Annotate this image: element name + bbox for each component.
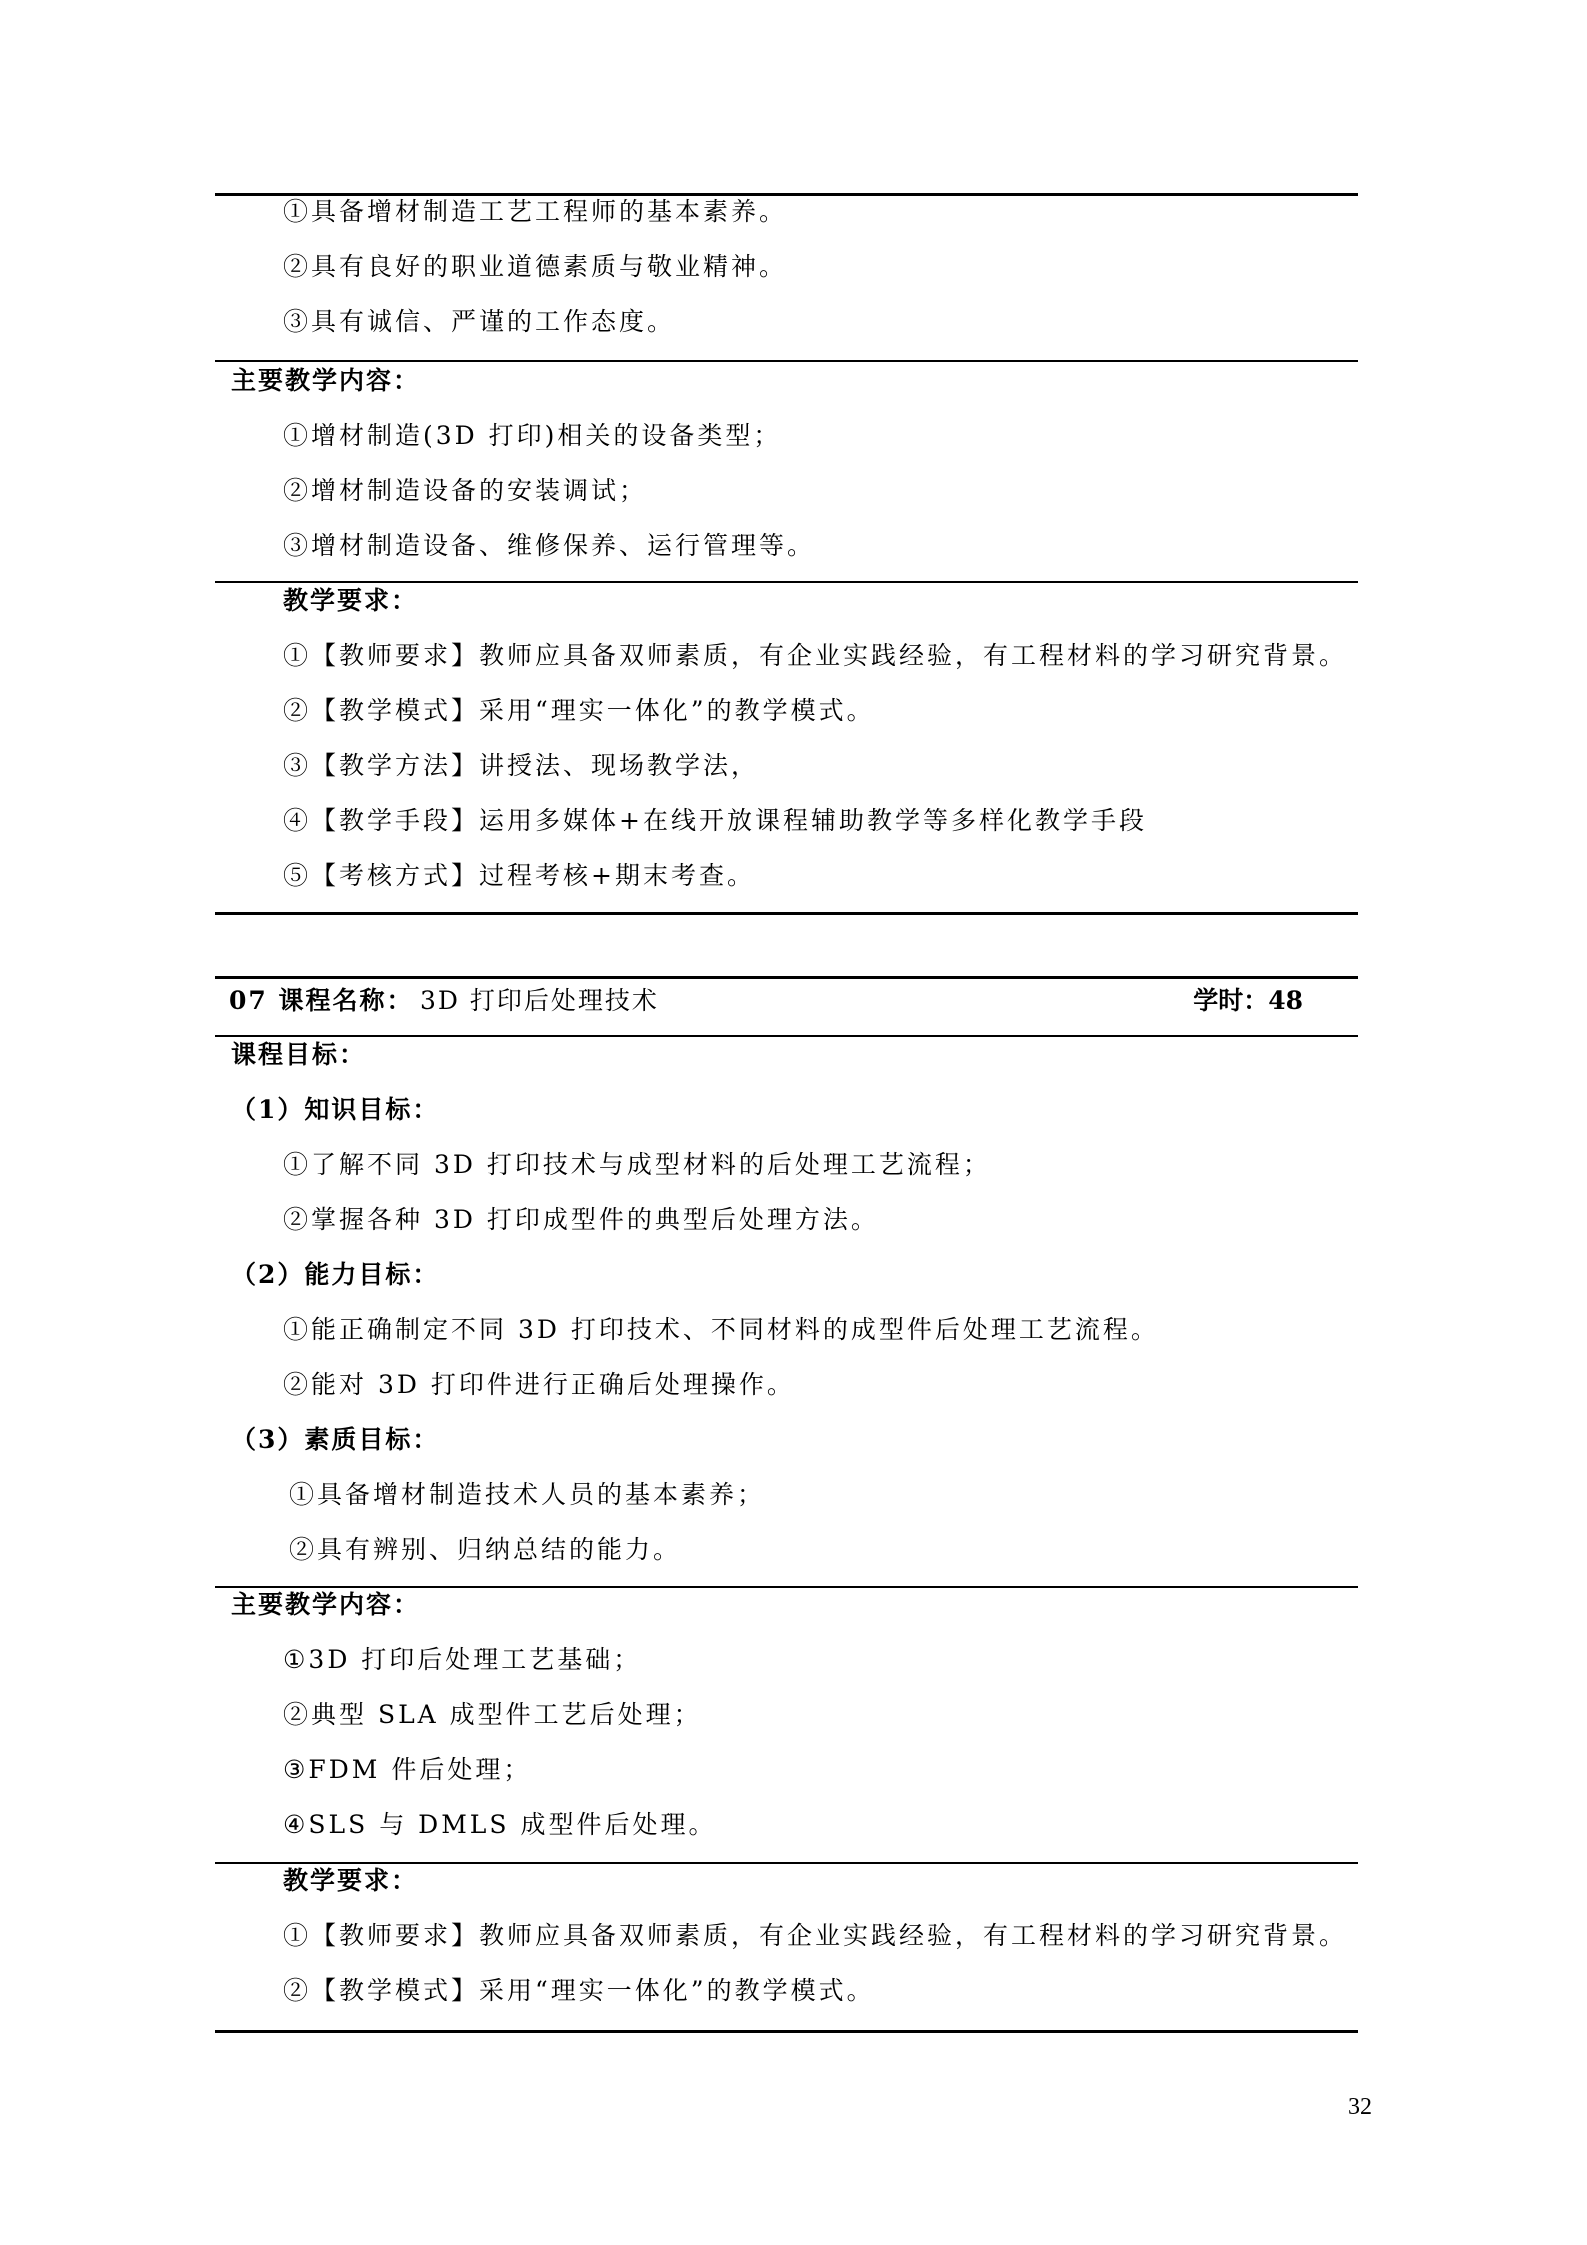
list-item: ①【教师要求】教师应具备双师素质，有企业实践经验，有工程材料的学习研究背景。 [283,1921,1348,1950]
section-rule [215,1035,1358,1037]
course-number-label: 07 课程名称： [229,986,414,1015]
section-rule [215,1586,1358,1588]
list-item: ②增材制造设备的安装调试； [283,476,648,505]
content-heading: 主要教学内容： [231,1590,421,1619]
list-item: ③【教学方法】讲授法、现场教学法， [283,751,760,780]
list-item: ②具有辨别、归纳总结的能力。 [289,1535,682,1564]
list-item: ②【教学模式】采用“理实一体化”的教学模式。 [283,696,875,725]
ability-heading: （2）能力目标： [231,1260,440,1289]
list-item: ①增材制造(3D 打印)相关的设备类型； [283,421,782,450]
content-heading: 主要教学内容： [231,366,421,395]
list-item: ①了解不同 3D 打印技术与成型材料的后处理工艺流程； [283,1150,991,1179]
course-name: 3D 打印后处理技术 [420,986,659,1015]
list-item: ⑤【考核方式】过程考核+期末考查。 [283,861,755,890]
requirements-heading: 教学要求： [283,1866,419,1895]
list-item: ③FDM 件后处理； [283,1755,532,1784]
table-top-rule [215,976,1358,979]
table-bottom-rule [215,2030,1358,2033]
requirements-heading: 教学要求： [283,586,419,615]
section-rule [215,360,1358,362]
list-item: ①具备增材制造工艺工程师的基本素养。 [283,197,788,226]
list-item: ②掌握各种 3D 打印成型件的典型后处理方法。 [283,1205,879,1234]
list-item: ②能对 3D 打印件进行正确后处理操作。 [283,1370,795,1399]
list-item: ①3D 打印后处理工艺基础； [283,1645,642,1674]
list-item: ②【教学模式】采用“理实一体化”的教学模式。 [283,1976,875,2005]
goals-heading: 课程目标： [231,1040,367,1069]
list-item: ①【教师要求】教师应具备双师素质，有企业实践经验，有工程材料的学习研究背景。 [283,641,1348,670]
list-item: ②典型 SLA 成型件工艺后处理； [283,1700,702,1729]
course-hours: 学时：48 [1193,986,1303,1015]
list-item: ①能正确制定不同 3D 打印技术、不同材料的成型件后处理工艺流程。 [283,1315,1159,1344]
page-number: 32 [1348,2094,1372,2120]
quality-heading: （3）素质目标： [231,1425,440,1454]
section-rule [215,581,1358,583]
knowledge-heading: （1）知识目标： [231,1095,440,1124]
list-item: ③具有诚信、严谨的工作态度。 [283,307,676,336]
list-item: ④SLS 与 DMLS 成型件后处理。 [283,1810,717,1839]
list-item: ①具备增材制造技术人员的基本素养； [289,1480,766,1509]
list-item: ④【教学手段】运用多媒体+在线开放课程辅助教学等多样化教学手段 [283,806,1147,835]
list-item: ②具有良好的职业道德素质与敬业精神。 [283,252,788,281]
list-item: ③增材制造设备、维修保养、运行管理等。 [283,531,816,560]
section-rule [215,1862,1358,1864]
table-bottom-rule [215,912,1358,915]
